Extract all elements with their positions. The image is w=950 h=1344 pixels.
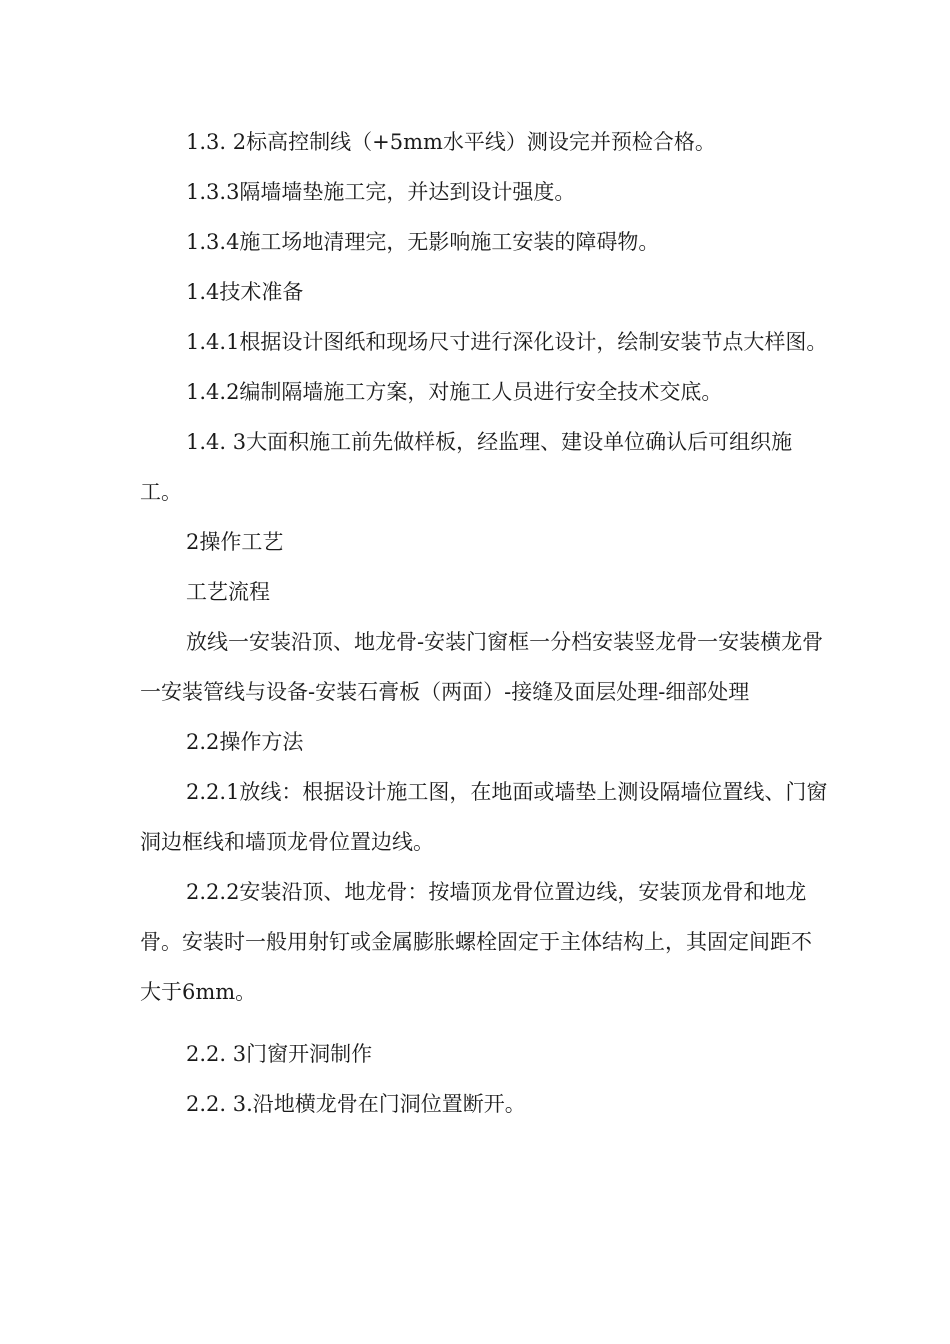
paragraph-1-4-3: 1.4. 3大面积施工前先做样板，经监理、建设单位确认后可组织施工。 (140, 430, 793, 504)
paragraph-1-4-1: 1.4.1根据设计图纸和现场尺寸进行深化设计，绘制安装节点大样图。 (186, 330, 828, 354)
heading-2-2-3: 2.2. 3门窗开洞制作 (186, 1042, 373, 1066)
heading-1-4: 1.4技术准备 (186, 280, 304, 304)
paragraph-1-4-2: 1.4.2编制隔墙施工方案，对施工人员进行安全技术交底。 (186, 380, 723, 404)
paragraph-1-3-3: 1.3.3隔墙墙垫施工完，并达到设计强度。 (186, 180, 576, 204)
paragraph-1-3-4: 1.3.4施工场地清理完，无影响施工安装的障碍物。 (186, 230, 660, 254)
heading-2-2: 2.2操作方法 (186, 730, 304, 754)
document-body (140, 117, 830, 1129)
paragraph-2-2-2: 2.2.2安装沿顶、地龙骨：按墙顶龙骨位置边线，安装顶龙骨和地龙骨。安装时一般用射钉或金属膨胀螺栓固定于主体结构上，其固定间距不大于6mm。 (140, 880, 812, 1004)
paragraph-2-2-1: 2.2.1放线：根据设计施工图，在地面或墙垫上测设隔墙位置线、门窗洞边框线和墙顶龙骨位置边线。 (140, 780, 828, 854)
paragraph-1-3-2: 1.3. 2标高控制线（+5mm水平线）测设完并预检合格。 (186, 130, 716, 154)
heading-process-flow: 工艺流程 (186, 580, 270, 604)
paragraph-process-flow: 放线一安装沿顶、地龙骨-安装门窗框一分档安装竖龙骨一安装横龙骨一安装管线与设备-安装石膏板（两面）-接缝及面层处理-细部处理 (140, 630, 824, 704)
paragraph-2-2-3: 2.2. 3.沿地横龙骨在门洞位置断开。 (186, 1092, 526, 1116)
heading-2: 2操作工艺 (186, 530, 284, 554)
